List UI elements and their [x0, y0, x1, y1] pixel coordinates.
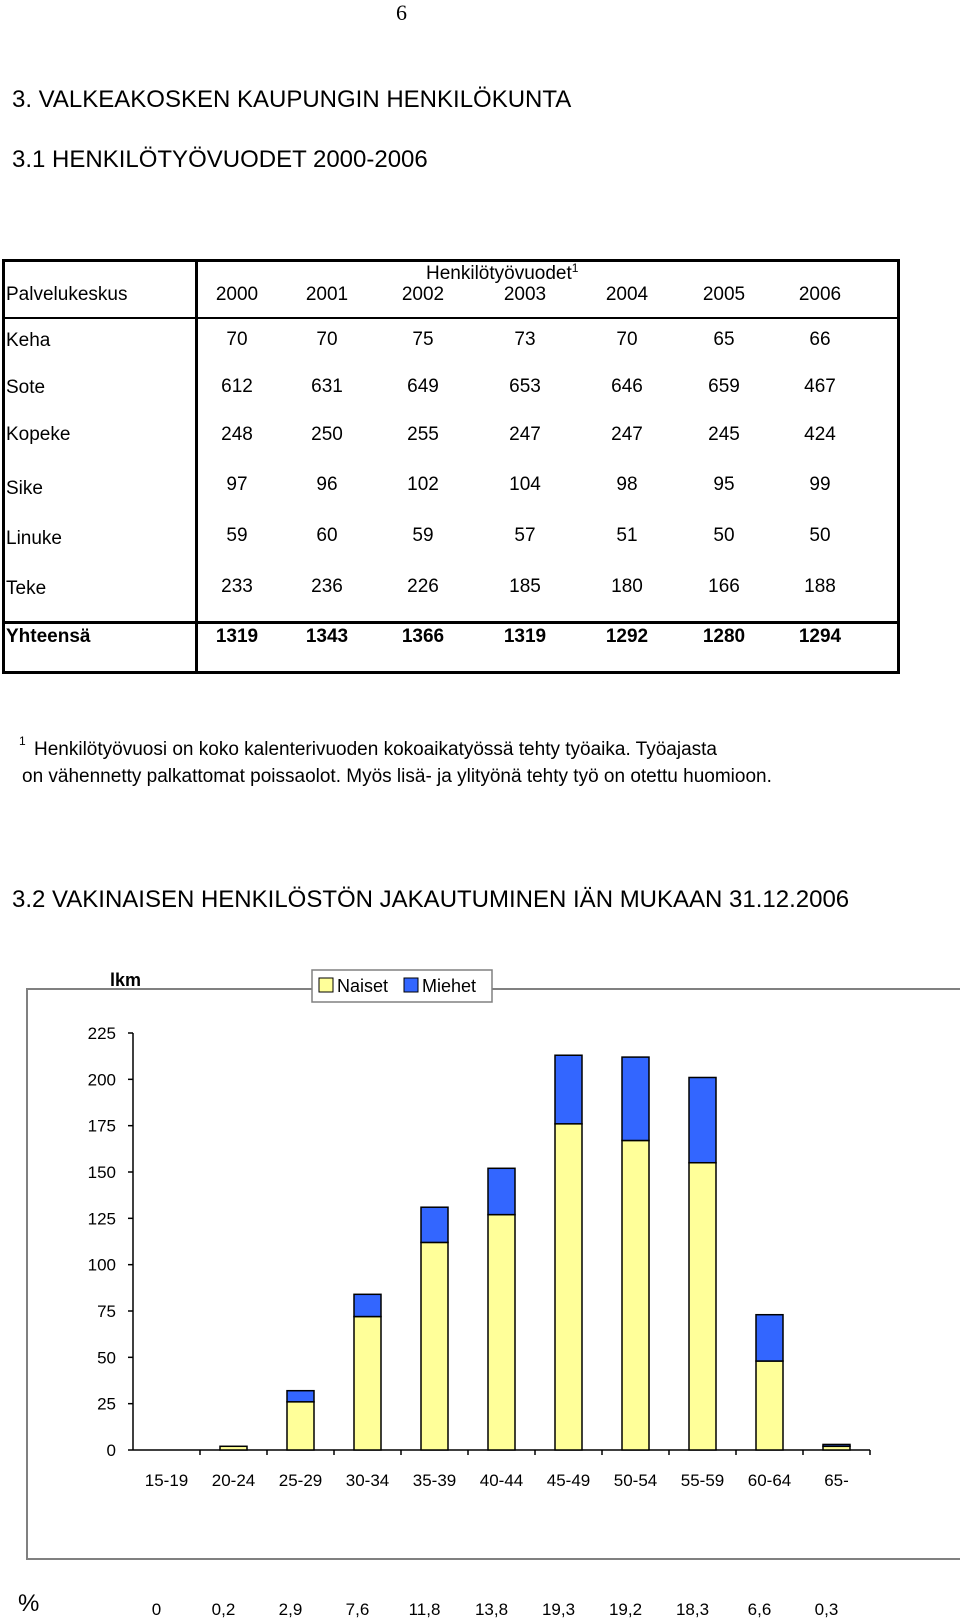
table-cell: 180 [611, 576, 643, 597]
table-cell: 66 [809, 329, 831, 350]
percent-value: 13,8 [474, 1600, 509, 1619]
bar-naiset-45-49 [555, 1124, 582, 1450]
table-cell: 70 [226, 329, 248, 350]
table-cell: 247 [509, 424, 541, 445]
table-cell: 73 [514, 329, 536, 350]
table-cell: 50 [809, 525, 831, 546]
table-cell: 631 [311, 376, 343, 397]
table-cell: 99 [809, 474, 831, 495]
percent-value: 11,8 [408, 1600, 441, 1619]
total-cell: 1280 [702, 626, 746, 647]
row-label: Keha [6, 330, 51, 351]
footnote-line: on vähennetty palkattomat poissaolot. Myös lisä- ja ylityönä tehty työ on otettu huomioon. [22, 766, 772, 787]
legend-swatch-miehet [404, 978, 418, 992]
x-tick-label: 25-29 [278, 1471, 323, 1490]
x-tick-label: 15-19 [144, 1471, 189, 1490]
table-cell: 75 [412, 329, 434, 350]
bar-miehet-50-54 [622, 1057, 649, 1140]
row-label: Teke [6, 578, 47, 599]
table-cell: 96 [316, 474, 338, 495]
footnote-line: Henkilötyövuosi on koko kalenterivuoden kokoaikatyössä tehty työaika. Työajasta [34, 739, 717, 760]
table-cell: 95 [713, 474, 735, 495]
table-cell: 57 [514, 525, 536, 546]
table-cell: 97 [226, 474, 248, 495]
y-tick-label: 75 [97, 1302, 116, 1321]
row-label: Linuke [6, 528, 62, 549]
table-cell: 104 [509, 474, 541, 495]
table-super-header: Henkilötyövuodet$^1$ [426, 261, 579, 284]
table-cell: 166 [708, 576, 740, 597]
x-tick-label: 50-54 [613, 1471, 658, 1490]
table-cell: 59 [226, 525, 248, 546]
year-header: 2004 [605, 284, 649, 305]
table-cell: 659 [708, 376, 740, 397]
x-tick-label: 65- [824, 1471, 849, 1490]
section-heading: 3. VALKEAKOSKEN KAUPUNGIN HENKILÖKUNTA [12, 86, 572, 113]
table-cell: 185 [509, 576, 541, 597]
percent-value: 18,3 [675, 1600, 710, 1619]
x-tick-label: 35-39 [412, 1471, 457, 1490]
table-cell: 50 [713, 525, 735, 546]
percent-value: 6,6 [747, 1600, 772, 1619]
bar-miehet-60-64 [756, 1315, 783, 1361]
year-header: 2006 [798, 284, 842, 305]
table-cell: 649 [407, 376, 439, 397]
y-tick-label: 0 [106, 1441, 116, 1460]
table-cell: 70 [316, 329, 338, 350]
bar-miehet-30-34 [354, 1294, 381, 1316]
year-header: 2003 [503, 284, 547, 305]
y-axis-label: lkm [110, 970, 142, 990]
year-header: 2001 [305, 284, 349, 305]
percent-value: 0 [151, 1600, 162, 1619]
bar-naiset-55-59 [689, 1163, 716, 1450]
bar-naiset-40-44 [488, 1215, 515, 1450]
table-cell: 236 [311, 576, 343, 597]
bar-miehet-45-49 [555, 1055, 582, 1124]
table-cell: 59 [412, 525, 434, 546]
y-tick-label: 225 [87, 1024, 116, 1043]
table-cell: 60 [316, 525, 338, 546]
table-cell: 102 [407, 474, 439, 495]
table-heading: 3.1 HENKILÖTYÖVUODET 2000-2006 [12, 146, 428, 173]
table-cell: 70 [616, 329, 638, 350]
page-number: 6 [396, 0, 407, 25]
bar-naiset-25-29 [287, 1402, 314, 1450]
table-cell: 255 [407, 424, 439, 445]
bar-miehet-35-39 [421, 1207, 448, 1242]
row-label: Sike [6, 478, 43, 499]
y-tick-label: 150 [87, 1163, 116, 1182]
y-tick-label: 200 [87, 1070, 116, 1090]
x-tick-label: 45-49 [546, 1471, 591, 1490]
y-tick-label: 100 [87, 1255, 116, 1275]
bar-naiset-30-34 [354, 1317, 381, 1450]
row-label: Sote [6, 377, 46, 398]
percent-value: 2,9 [278, 1600, 303, 1619]
table-cell: 98 [616, 474, 638, 495]
x-tick-label: 30-34 [345, 1471, 390, 1490]
bar-miehet-40-44 [488, 1168, 515, 1214]
table-cell: 612 [221, 376, 253, 397]
chart-legend [312, 970, 492, 1002]
table-cell: 65 [713, 329, 735, 350]
footnote: 1 Henkilötyövuosi on koko kalenterivuoden kokoaikatyössä tehty työaika. Työajasta on vähennetty palkattomat poissaolot. Myös lisä- ja ylityönä tehty työ on otettu huomioon. [22, 736, 942, 790]
bar-naiset-60-64 [756, 1361, 783, 1450]
total-cell: 1343 [305, 626, 349, 647]
percent-value: 7,6 [345, 1600, 370, 1619]
total-row-label: Yhteensä [6, 626, 91, 647]
table-cell: 51 [616, 525, 638, 546]
row-header-label: Palvelukeskus [6, 284, 128, 305]
table-cell: 226 [407, 576, 439, 597]
total-cell: 1319 [215, 626, 259, 647]
y-tick-label: 25 [97, 1394, 116, 1414]
table-cell: 424 [804, 424, 836, 445]
x-tick-label: 60-64 [747, 1471, 792, 1490]
percent-value: 19,3 [541, 1600, 576, 1619]
year-header: 2000 [215, 284, 259, 305]
x-tick-label: 40-44 [479, 1471, 524, 1490]
total-cell: 1294 [798, 626, 842, 647]
table-cell: 247 [611, 424, 643, 445]
y-tick-label: 50 [97, 1348, 116, 1368]
table-cell: 250 [311, 424, 343, 445]
table-cell: 467 [804, 376, 836, 397]
total-cell: 1292 [605, 626, 649, 647]
row-label: Kopeke [6, 424, 71, 445]
table-cell: 653 [509, 376, 541, 397]
table-cell: 233 [221, 576, 253, 597]
x-tick-label: 55-59 [680, 1471, 725, 1490]
year-header: 2002 [401, 284, 445, 305]
bar-miehet-65- [823, 1444, 850, 1446]
table-cell: 646 [611, 376, 643, 397]
percent-row-label: % [18, 1590, 40, 1617]
legend-label-miehet: Miehet [422, 976, 477, 996]
chart-heading: 3.2 VAKINAISEN HENKILÖSTÖN JAKAUTUMINEN IÄN MUKAAN 31.12.2006 [12, 886, 850, 913]
year-header: 2005 [702, 284, 746, 305]
percent-value: 0,2 [211, 1600, 236, 1619]
percent-value: 0,3 [814, 1600, 839, 1619]
total-cell: 1319 [503, 626, 547, 647]
bar-miehet-55-59 [689, 1077, 716, 1162]
percent-value: 19,2 [608, 1600, 643, 1619]
bar-naiset-20-24 [220, 1446, 247, 1450]
x-tick-label: 20-24 [211, 1471, 256, 1490]
bar-miehet-25-29 [287, 1391, 314, 1402]
y-tick-label: 125 [87, 1209, 116, 1229]
legend-swatch-naiset [319, 978, 333, 992]
legend-label-naiset: Naiset [337, 976, 389, 996]
y-tick-label: 175 [87, 1116, 116, 1136]
bar-naiset-35-39 [421, 1242, 448, 1450]
table-cell: 245 [708, 424, 740, 445]
total-cell: 1366 [401, 626, 445, 647]
table-cell: 248 [221, 424, 253, 445]
table-cell: 188 [804, 576, 836, 597]
bar-naiset-50-54 [622, 1140, 649, 1450]
